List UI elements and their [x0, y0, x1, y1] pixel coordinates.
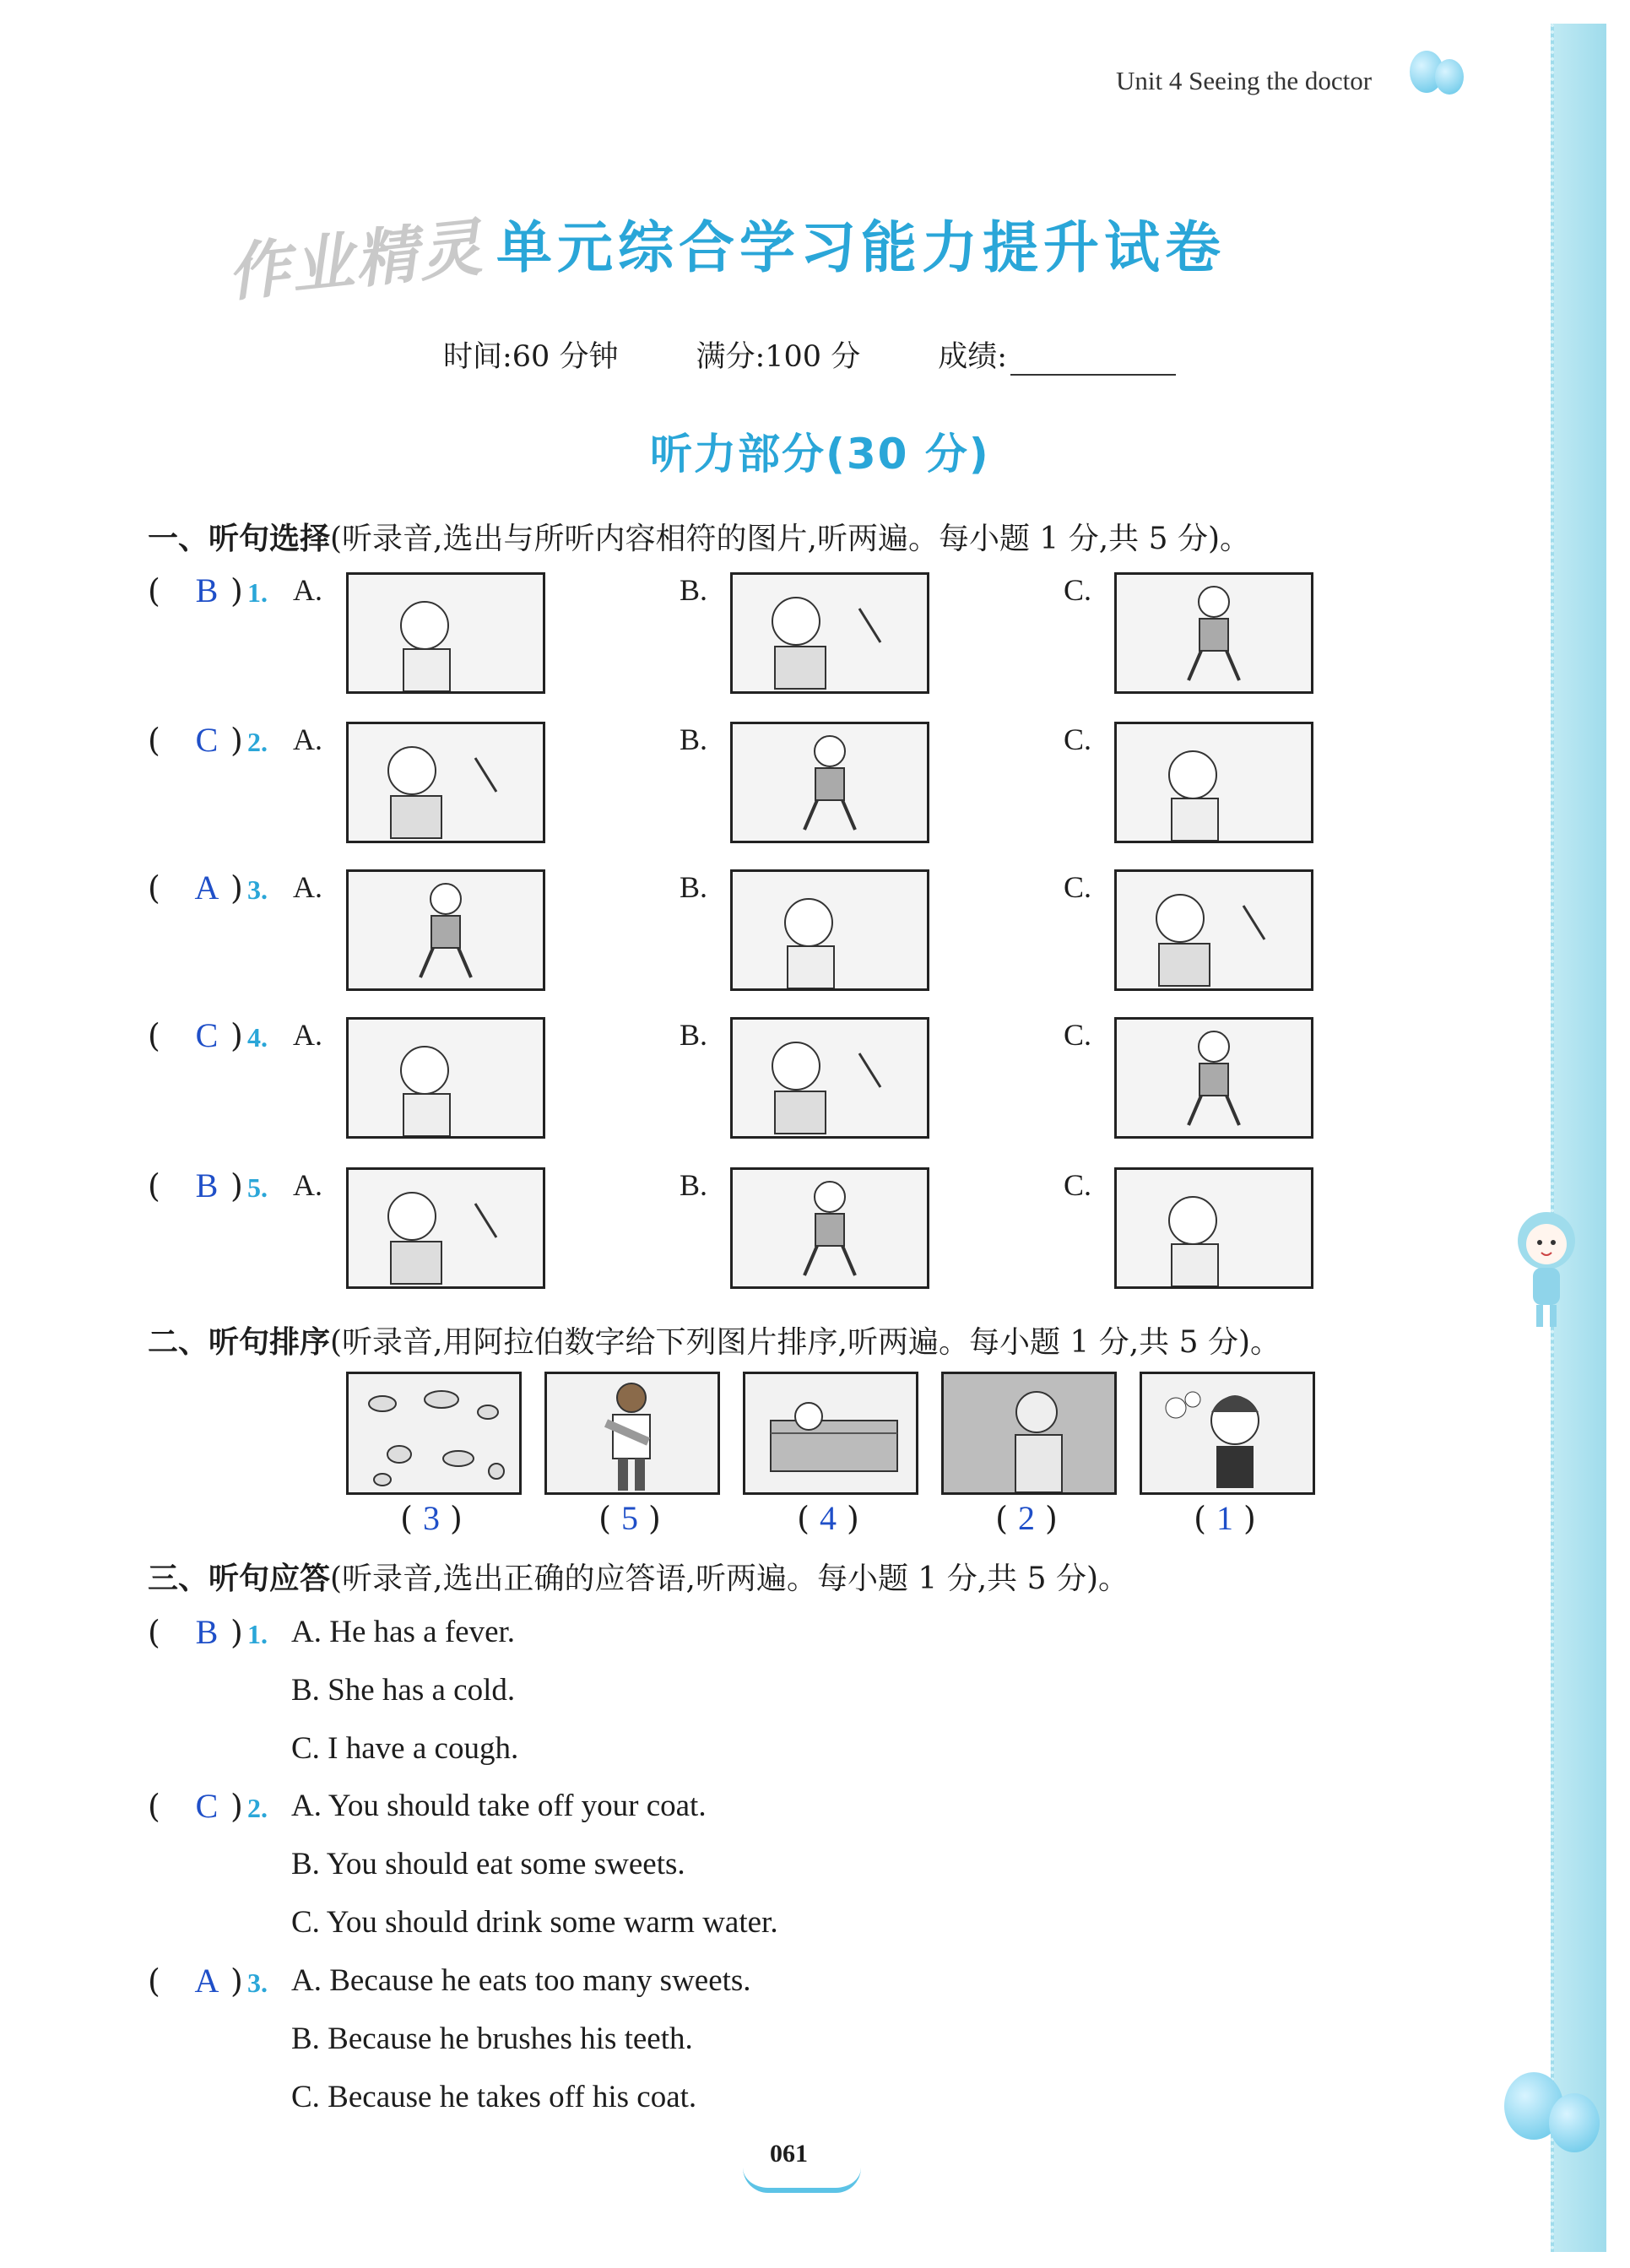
order-answer-1[interactable]: ( 3 ): [400, 1499, 463, 1537]
option-picture[interactable]: [1114, 1017, 1313, 1139]
exam-full-score: 满分:100 分: [696, 340, 861, 374]
option-picture[interactable]: [346, 572, 545, 694]
answer-parens: ): [230, 1017, 243, 1054]
answer-parens: ): [230, 869, 243, 907]
option-label: B.: [680, 723, 708, 756]
option-label: C.: [1064, 1168, 1092, 1202]
balloon-icon: [1435, 59, 1464, 95]
score-label: 成绩:: [938, 340, 1007, 374]
response-option[interactable]: C. Because he takes off his coat.: [291, 2080, 697, 2114]
option-label: B.: [680, 573, 708, 607]
question-number: 2.: [247, 1793, 268, 1823]
exam-meta: [443, 333, 1254, 376]
section3-instructions: (听录音,选出正确的应答语,听两遍。每小题 1 分,共 5 分)。: [330, 1562, 1129, 1596]
response-option[interactable]: B. She has a cold.: [291, 1673, 516, 1708]
section3-heading: 三、听句应答: [148, 1562, 331, 1596]
option-picture[interactable]: [346, 1017, 545, 1139]
question-number: 3.: [247, 1968, 268, 1998]
question-number: 1.: [247, 577, 268, 608]
option-picture[interactable]: [346, 1167, 545, 1289]
answer-parens: (: [148, 1962, 160, 2000]
answer-parens: ): [230, 572, 243, 609]
response-option[interactable]: A. He has a fever.: [291, 1615, 516, 1649]
girl-cartoon-icon: [1511, 1207, 1583, 1334]
order-answer-2[interactable]: ( 5 ): [598, 1499, 661, 1537]
answer-choice[interactable]: B: [195, 1613, 219, 1651]
response-option[interactable]: C. I have a cough.: [291, 1731, 519, 1766]
answer-choice[interactable]: A: [194, 1962, 219, 2000]
picture-child-in-bed: [743, 1372, 918, 1495]
listening-question: [148, 572, 1346, 695]
option-label: C.: [1064, 870, 1092, 904]
question-number: 2.: [247, 727, 268, 757]
option-label: A.: [293, 1018, 322, 1052]
answer-parens: (: [148, 1017, 160, 1054]
option-picture[interactable]: [730, 572, 929, 694]
section3-title: [148, 1555, 1129, 1598]
page-number: 061: [770, 2140, 808, 2168]
response-option[interactable]: C. You should drink some warm water.: [291, 1905, 778, 1940]
section1-instructions: (听录音,选出与所听内容相符的图片,听两遍。每小题 1 分,共 5 分)。: [330, 522, 1251, 556]
option-picture[interactable]: [730, 722, 929, 843]
option-label: C.: [1064, 573, 1092, 607]
answer-choice[interactable]: B: [195, 571, 219, 609]
answer-parens: (: [148, 1788, 160, 1825]
page-title: 单元综合学习能力提升试卷: [496, 215, 1226, 280]
answer-choice[interactable]: C: [195, 721, 219, 759]
order-answer-4[interactable]: ( 2 ): [995, 1499, 1058, 1537]
picture-candies: [346, 1372, 522, 1495]
option-label: A.: [293, 1168, 322, 1202]
option-picture[interactable]: [1114, 722, 1313, 843]
answer-choice[interactable]: A: [194, 869, 219, 907]
score-blank-field[interactable]: [1010, 349, 1176, 376]
picture-boy-cold-hat: [1140, 1372, 1315, 1495]
answer-parens: ): [230, 1167, 243, 1204]
option-picture[interactable]: [1114, 869, 1313, 991]
option-label: A.: [293, 723, 322, 756]
option-picture[interactable]: [730, 1017, 929, 1139]
answer-parens: (: [148, 869, 160, 907]
section1-heading: 一、听句选择: [148, 522, 331, 556]
option-picture[interactable]: [730, 1167, 929, 1289]
question-number: 3.: [247, 874, 268, 905]
response-option[interactable]: A. Because he eats too many sweets.: [291, 1963, 751, 1998]
section2-title: [148, 1318, 1281, 1361]
question-number: 4.: [247, 1022, 268, 1053]
option-label: A.: [293, 573, 322, 607]
option-label: B.: [680, 1168, 708, 1202]
question-number: 5.: [247, 1172, 268, 1203]
section1-title: [148, 515, 1250, 558]
section2-instructions: (听录音,用阿拉伯数字给下列图片排序,听两遍。每小题 1 分,共 5 分)。: [330, 1325, 1281, 1360]
exam-time: 时间:60 分钟: [443, 340, 619, 374]
answer-parens: ): [230, 1614, 243, 1651]
option-picture[interactable]: [1114, 572, 1313, 694]
section2-heading: 二、听句排序: [148, 1325, 331, 1360]
option-label: C.: [1064, 723, 1092, 756]
option-picture[interactable]: [730, 869, 929, 991]
answer-choice[interactable]: C: [195, 1016, 219, 1054]
side-decoration-strip: [1551, 24, 1606, 2252]
option-picture[interactable]: [1114, 1167, 1313, 1289]
listening-question: [148, 1167, 1346, 1290]
listening-question: [148, 722, 1346, 844]
answer-choice[interactable]: C: [195, 1787, 219, 1825]
header-unit-title: Unit 4 Seeing the doctor: [1116, 66, 1373, 95]
option-label: A.: [293, 870, 322, 904]
option-label: B.: [680, 870, 708, 904]
listening-question: [148, 869, 1346, 992]
option-label: C.: [1064, 1018, 1092, 1052]
option-label: B.: [680, 1018, 708, 1052]
page-number-swoosh: [743, 2168, 861, 2193]
listening-question: [148, 1017, 1346, 1139]
listening-section-title: 听力部分(30 分): [650, 430, 990, 479]
picture-person-coughing: [941, 1372, 1117, 1495]
question-number: 1.: [247, 1619, 268, 1649]
response-option[interactable]: B. Because he brushes his teeth.: [291, 2022, 693, 2056]
answer-parens: (: [148, 722, 160, 759]
watermark-logo: 作业精灵: [223, 211, 487, 311]
order-answer-3[interactable]: ( 4 ): [797, 1499, 859, 1537]
answer-parens: (: [148, 1167, 160, 1204]
picture-boy-broken-arm: [544, 1372, 720, 1495]
option-picture[interactable]: [346, 869, 545, 991]
answer-parens: ): [230, 722, 243, 759]
response-option[interactable]: A. You should take off your coat.: [291, 1789, 707, 1823]
order-answer-5[interactable]: ( 1 ): [1194, 1499, 1256, 1537]
answer-parens: (: [148, 572, 160, 609]
balloon-icon: [1549, 2093, 1600, 2152]
answer-parens: (: [148, 1614, 160, 1651]
answer-choice[interactable]: B: [195, 1166, 219, 1204]
response-option[interactable]: B. You should eat some sweets.: [291, 1847, 685, 1881]
answer-parens: ): [230, 1788, 243, 1825]
option-picture[interactable]: [346, 722, 545, 843]
answer-parens: ): [230, 1962, 243, 2000]
